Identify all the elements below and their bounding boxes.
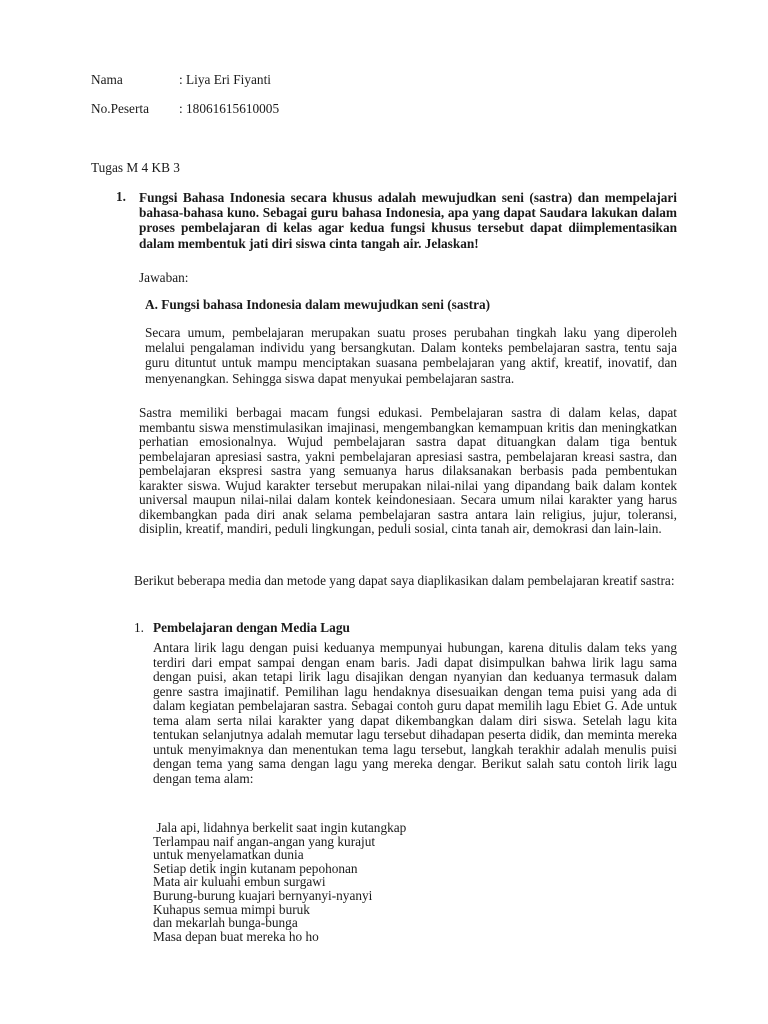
question-text: Fungsi Bahasa Indonesia secara khusus adalah mewujudkan seni (sastra) dan mempelajari bahasa-bahasa kuno. Sebagai guru bahasa Indonesia, apa yang dapat Saudara lakukan dalam proses pembelajaran di kelas agar kedua fungsi khusus tersebut dapat diimplementasikan dalam membentuk jati diri siswa cinta tangah air. Jelaskan! — [139, 190, 677, 251]
paragraph-4: Antara lirik lagu dengan puisi keduanya mempunyai hubungan, karena ditulis dalam teks yang terdiri dari empat sampai dengan enam baris. Jadi dapat disimpulkan bahwa lirik lagu sama dengan puisi, akan tetapi lirik lagu disajikan dengan nyanyian dan keduanya termasuk dalam genre sastra imajinatif. Pemilihan lagu hendaknya disesuaikan dengan tema puisi yang ada di dalam kegiatan pembelajaran sastra. Sebagai contoh guru dapat memilih lagu Ebiet G. Ade untuk tema alam serta nilai karakter yang dapat dikembangkan dalam diri siswa. Setelah lagu kita tentukan selanjutnya adalah memutar lagu tersebut dihadapan peserta didik, dan meminta mereka untuk menyimaknya dan menentukan tema lagu tersebut, langkah terakhir adalah menulis puisi dengan tema yang sama dengan lagu yang mereka dengar. Berikut salah satu contoh lirik lagu dengan tema alam: — [153, 640, 677, 786]
lyric-line: Jala api, lidahnya berkelit saat ingin kutangkap — [153, 820, 407, 835]
task-title: Tugas M 4 KB 3 — [91, 160, 180, 175]
paragraph-2: Sastra memiliki berbagai macam fungsi edukasi. Pembelajaran sastra di dalam kelas, dapat membantu siswa menstimulasikan imajinasi, mengembangkan kemampuan kritis dan meningkatkan perhatian emosionalnya. Wujud pembelajaran sastra dapat dituangkan dalam tiga bentuk pembelajaran apresiasi sastra, yakni pembelajaran apresiasi sastra, pembelajaran kreasi sastra, dan pembelajaran ekspresi sastra yang semuanya harus dilaksanakan berbasis pada pembentukan karakter siswa. Wujud karakter tersebut merupakan nilai-nilai yang dipandang baik dalam kontek universal maupun nilai-nilai dalam kontek keindonesiaan. Secara umum nilai karakter yang harus dikembangkan pada diri anak selama pembelajaran sastra antara lain religius, jujur, toleransi, disiplin, kreatif, mandiri, peduli lingkungan, peduli sosial, cinta tanah air, demokrasi dan lain-lain. — [139, 405, 677, 536]
lyric-line: Kuhapus semua mimpi buruk — [153, 901, 310, 917]
subsection-title: Pembelajaran dengan Media Lagu — [153, 620, 350, 635]
lyric-line: Mata air kuluahi embun surgawi — [153, 874, 326, 890]
paragraph-3: Berikut beberapa media dan metode yang dapat saya diaplikasikan dalam pembelajaran kreatif sastra: — [134, 573, 675, 588]
id-value: : 18061615610005 — [179, 101, 280, 116]
lyric-line: Setiap detik ingin kutanam pepohonan — [153, 860, 358, 876]
name-label: Nama — [91, 72, 123, 87]
question-number: 1. — [116, 189, 126, 204]
lyric-line: Burung-burung kuajari bernyanyi-nyanyi — [153, 887, 373, 903]
name-value: : Liya Eri Fiyanti — [179, 72, 271, 87]
section-a-title: A. Fungsi bahasa Indonesia dalam mewujudkan seni (sastra) — [145, 297, 491, 312]
lyric-line: untuk menyelamatkan dunia — [153, 847, 304, 863]
lyrics-block — [153, 821, 406, 943]
subsection-number: 1. — [134, 620, 144, 635]
paragraph-1: Secara umum, pembelajaran merupakan suatu proses perubahan tingkah laku yang diperoleh melalui pengalaman individu yang bersangkutan. Dalam konteks pembelajaran sastra, tentu saja guru dituntut untuk mampu menciptakan suasana pembelajaran yang aktif, kreatif, inovatif, dan menyenangkan. Sehingga siswa dapat menyukai pembelajaran sastra. — [145, 325, 677, 386]
lyric-line: Terlampau naif angan-angan yang kurajut — [153, 833, 376, 849]
answer-label: Jawaban: — [139, 270, 189, 285]
id-label: No.Peserta — [91, 101, 149, 116]
lyric-line: dan mekarlah bunga-bunga — [153, 915, 298, 931]
lyric-line: Masa depan buat mereka ho ho — [153, 928, 319, 944]
